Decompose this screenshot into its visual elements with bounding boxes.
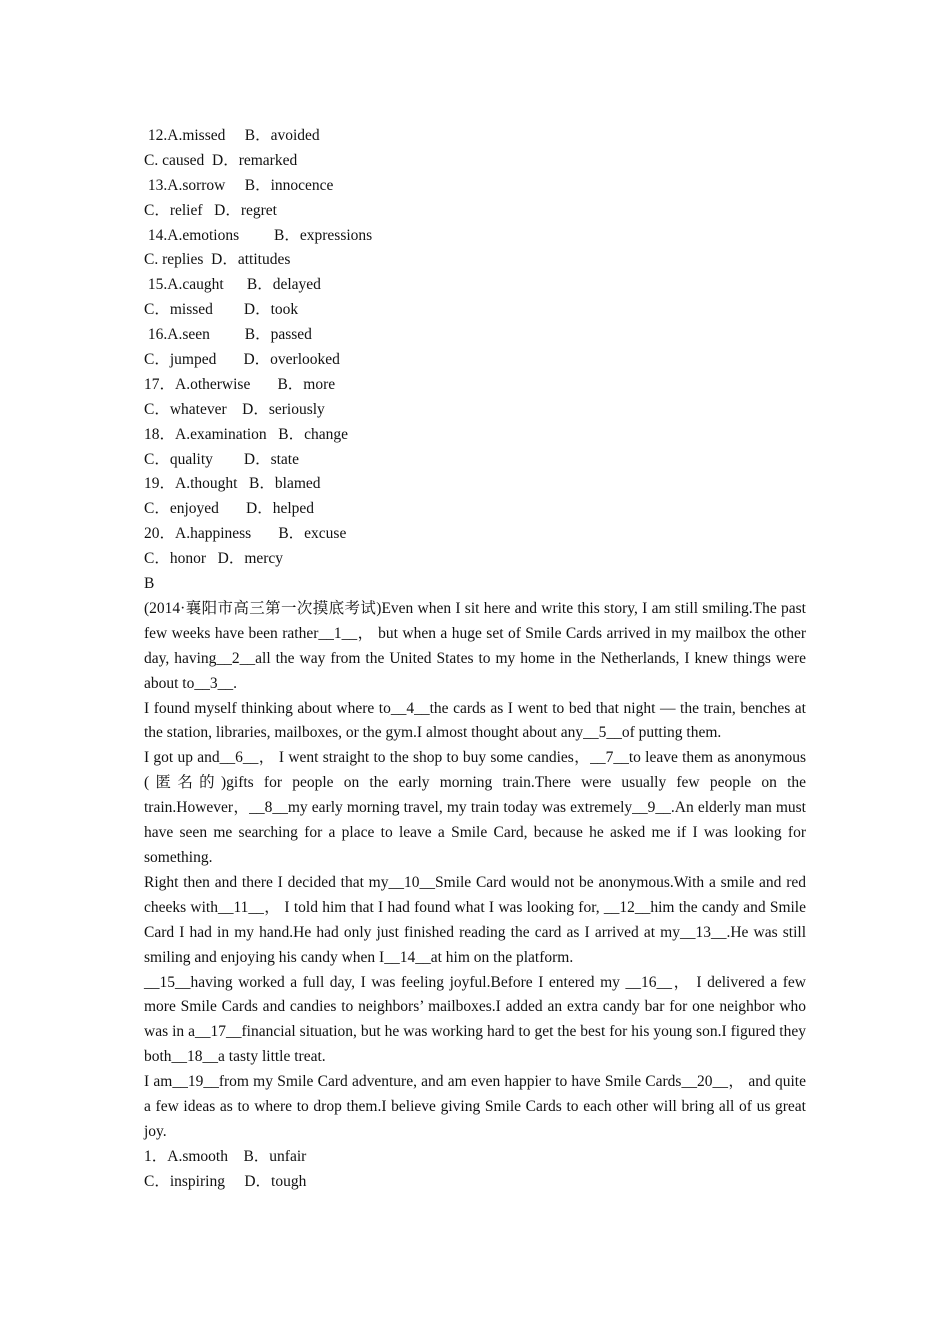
option-line: C．jumped D．overlooked bbox=[144, 351, 340, 369]
option-line: 12.A.missed B．avoided bbox=[144, 127, 320, 144]
passage-paragraph: I am__19__from my Smile Card adventure, and am even happier to have Smile Cards__20__， and quite a few ideas as to where to drop them.I believe giving Smile Cards to each other will bring all of us great joy. bbox=[144, 1073, 806, 1140]
passage-paragraph: Right then and there I decided that my__10__Smile Card would not be anonymous.With a smile and red cheeks with__11__， I told him that I had found what I was looking for, __12__him the candy and Smile Card I had in my hand.He had only just finished reading the card as I arrived at my__13__.He was still smiling and enjoying his candy when I__14__at him on the platform. bbox=[144, 873, 806, 966]
option-line: 18．A.examination B．change bbox=[144, 425, 349, 443]
options-list-part1 bbox=[144, 124, 806, 572]
option-line: 14.A.emotions B．expressions bbox=[144, 226, 373, 244]
option-line: C．relief D．regret bbox=[144, 201, 277, 219]
passage-paragraph: __15__having worked a full day, I was feeling joyful.Before I entered my __16__， I delivered a few more Smile Cards and candies to neighbors’ mailboxes.I added an extra candy bar for one neighbor who was in a__17__financial situation, but he was working hard to get the best for his young son.I figured they both__18__a tasty little treat. bbox=[144, 973, 806, 1066]
option-line: 16.A.seen B．passed bbox=[144, 326, 312, 344]
option-line: C．honor D．mercy bbox=[144, 550, 284, 568]
option-line: C．missed D．took bbox=[144, 301, 299, 319]
section-label: B bbox=[144, 575, 155, 593]
option-line: C．quality D．state bbox=[144, 450, 299, 468]
option-line: 13.A.sorrow B．innocence bbox=[144, 176, 334, 194]
option-line: 1．A.smooth B．unfair bbox=[144, 1147, 307, 1165]
option-line: 17．A.otherwise B．more bbox=[144, 375, 336, 393]
option-line: C．whatever D．seriously bbox=[144, 400, 325, 418]
option-line: 19．A.thought B．blamed bbox=[144, 475, 321, 493]
passage bbox=[144, 597, 806, 1145]
options-list-part2 bbox=[144, 1145, 806, 1195]
option-line: 15.A.caught B．delayed bbox=[144, 276, 321, 294]
option-line: C．inspiring D．tough bbox=[144, 1172, 307, 1190]
passage-paragraph: I found myself thinking about where to__4__the cards as I went to bed that night — the train, benches at the station, libraries, mailboxes, or the gym.I almost thought about any__5__of putting them. bbox=[144, 699, 806, 742]
option-line: C．enjoyed D．helped bbox=[144, 500, 315, 518]
passage-paragraph: (2014·襄阳市高三第一次摸底考试)Even when I sit here and write this story, I am still smiling.The past few weeks have been rather__1__， but when a huge set of Smile Cards arrived in my mailbox the other day, having__2__all the way from the United States to my home in the Netherlands, I knew things were about to__3__. bbox=[144, 599, 806, 692]
document-page bbox=[144, 124, 806, 1195]
option-line: 20．A.happiness B．excuse bbox=[144, 525, 347, 543]
passage-paragraph: I got up and__6__， I went straight to the shop to buy some candies，__7__to leave them as anonymous (匿名的)gifts for people on the early morning train.There were usually few people on the train.However，__8__my early morning travel, my train today was extremely__9__.An elderly man must have seen me searching for a place to leave a Smile Card, because he asked me if I was looking for something. bbox=[144, 749, 806, 866]
option-line: C. replies D．attitudes bbox=[144, 251, 291, 269]
option-line: C. caused D．remarked bbox=[144, 151, 298, 169]
